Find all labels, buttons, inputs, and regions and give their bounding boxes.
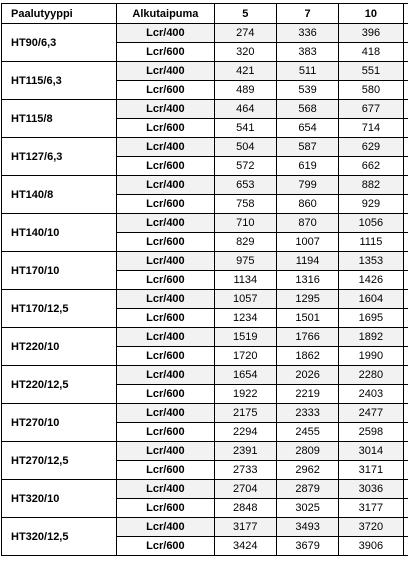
pile-type-cell: HT170/10 <box>2 252 117 290</box>
value-cell: 551 <box>339 62 403 81</box>
value-cell: 3177 <box>214 518 276 537</box>
pile-type-cell: HT320/10 <box>2 480 117 518</box>
value-cell: 1654 <box>214 366 276 385</box>
initial-deflection-cell: Lcr/400 <box>117 404 214 423</box>
cut-off-column-cell <box>403 423 408 442</box>
initial-deflection-cell: Lcr/400 <box>117 328 214 347</box>
value-cell: 418 <box>339 43 403 62</box>
initial-deflection-cell: Lcr/600 <box>117 347 214 366</box>
initial-deflection-cell: Lcr/400 <box>117 252 214 271</box>
value-cell: 2455 <box>276 423 338 442</box>
value-cell: 2175 <box>214 404 276 423</box>
header-paalutyyppi: Paalutyyppi <box>2 4 117 24</box>
table-row <box>2 366 408 385</box>
header-col-10: 10 <box>339 4 403 24</box>
cut-off-column-cell <box>403 366 408 385</box>
value-cell: 2848 <box>214 499 276 518</box>
value-cell: 568 <box>276 100 338 119</box>
cut-off-column-cell <box>403 62 408 81</box>
value-cell: 1057 <box>214 290 276 309</box>
value-cell: 860 <box>276 195 338 214</box>
initial-deflection-cell: Lcr/400 <box>117 290 214 309</box>
cut-off-column-cell <box>403 157 408 176</box>
cut-off-column-cell <box>403 442 408 461</box>
initial-deflection-cell: Lcr/600 <box>117 43 214 62</box>
value-cell: 870 <box>276 214 338 233</box>
value-cell: 2733 <box>214 461 276 480</box>
value-cell: 662 <box>339 157 403 176</box>
value-cell: 3720 <box>339 518 403 537</box>
initial-deflection-cell: Lcr/400 <box>117 176 214 195</box>
cut-off-column-cell <box>403 518 408 537</box>
table-row <box>2 518 408 537</box>
value-cell: 511 <box>276 62 338 81</box>
cut-off-column-cell <box>403 233 408 252</box>
initial-deflection-cell: Lcr/400 <box>117 24 214 43</box>
value-cell: 504 <box>214 138 276 157</box>
value-cell: 539 <box>276 81 338 100</box>
value-cell: 975 <box>214 252 276 271</box>
initial-deflection-cell: Lcr/400 <box>117 442 214 461</box>
cut-off-column-cell <box>403 499 408 518</box>
value-cell: 882 <box>339 176 403 195</box>
cut-off-column-cell <box>403 119 408 138</box>
value-cell: 3171 <box>339 461 403 480</box>
table-row <box>2 442 408 461</box>
value-cell: 758 <box>214 195 276 214</box>
value-cell: 2280 <box>339 366 403 385</box>
pile-type-cell: HT127/6,3 <box>2 138 117 176</box>
initial-deflection-cell: Lcr/600 <box>117 233 214 252</box>
value-cell: 3493 <box>276 518 338 537</box>
value-cell: 1720 <box>214 347 276 366</box>
initial-deflection-cell: Lcr/600 <box>117 499 214 518</box>
initial-deflection-cell: Lcr/400 <box>117 214 214 233</box>
value-cell: 2294 <box>214 423 276 442</box>
pile-type-cell: HT140/10 <box>2 214 117 252</box>
cut-off-column-cell <box>403 290 408 309</box>
pile-capacity-table <box>1 3 408 556</box>
initial-deflection-cell: Lcr/600 <box>117 271 214 290</box>
value-cell: 1316 <box>276 271 338 290</box>
value-cell: 654 <box>276 119 338 138</box>
value-cell: 1007 <box>276 233 338 252</box>
value-cell: 2391 <box>214 442 276 461</box>
initial-deflection-cell: Lcr/400 <box>117 100 214 119</box>
value-cell: 2704 <box>214 480 276 499</box>
cut-off-column-cell <box>403 347 408 366</box>
initial-deflection-cell: Lcr/600 <box>117 81 214 100</box>
table-row <box>2 100 408 119</box>
cut-off-column-cell <box>403 404 408 423</box>
cut-off-column-cell <box>403 195 408 214</box>
value-cell: 3424 <box>214 537 276 556</box>
value-cell: 489 <box>214 81 276 100</box>
value-cell: 1056 <box>339 214 403 233</box>
value-cell: 829 <box>214 233 276 252</box>
value-cell: 421 <box>214 62 276 81</box>
value-cell: 714 <box>339 119 403 138</box>
table-row <box>2 138 408 157</box>
cut-off-column-cell <box>403 81 408 100</box>
pile-type-cell: HT140/8 <box>2 176 117 214</box>
value-cell: 2403 <box>339 385 403 404</box>
table-row <box>2 62 408 81</box>
value-cell: 1234 <box>214 309 276 328</box>
header-col-5: 5 <box>214 4 276 24</box>
value-cell: 1134 <box>214 271 276 290</box>
value-cell: 383 <box>276 43 338 62</box>
table-row <box>2 24 408 43</box>
value-cell: 320 <box>214 43 276 62</box>
pile-type-cell: HT320/12,5 <box>2 518 117 556</box>
pile-type-cell: HT115/6,3 <box>2 62 117 100</box>
value-cell: 336 <box>276 24 338 43</box>
initial-deflection-cell: Lcr/400 <box>117 138 214 157</box>
cut-off-column-cell <box>403 138 408 157</box>
value-cell: 799 <box>276 176 338 195</box>
header-alkutaipuma: Alkutaipuma <box>117 4 214 24</box>
value-cell: 929 <box>339 195 403 214</box>
value-cell: 619 <box>276 157 338 176</box>
initial-deflection-cell: Lcr/600 <box>117 423 214 442</box>
cut-off-column-cell <box>403 4 408 24</box>
pile-type-cell: HT220/12,5 <box>2 366 117 404</box>
table-row <box>2 404 408 423</box>
value-cell: 1922 <box>214 385 276 404</box>
cut-off-column-cell <box>403 480 408 499</box>
value-cell: 710 <box>214 214 276 233</box>
value-cell: 1990 <box>339 347 403 366</box>
value-cell: 3906 <box>339 537 403 556</box>
cut-off-column-cell <box>403 537 408 556</box>
value-cell: 1115 <box>339 233 403 252</box>
header-col-7: 7 <box>276 4 338 24</box>
value-cell: 2219 <box>276 385 338 404</box>
value-cell: 1194 <box>276 252 338 271</box>
value-cell: 1353 <box>339 252 403 271</box>
value-cell: 1295 <box>276 290 338 309</box>
value-cell: 2026 <box>276 366 338 385</box>
value-cell: 2809 <box>276 442 338 461</box>
pile-type-cell: HT90/6,3 <box>2 24 117 62</box>
value-cell: 3036 <box>339 480 403 499</box>
cut-off-column-cell <box>403 252 408 271</box>
initial-deflection-cell: Lcr/600 <box>117 157 214 176</box>
cut-off-column-cell <box>403 385 408 404</box>
value-cell: 677 <box>339 100 403 119</box>
cut-off-column-cell <box>403 100 408 119</box>
cut-off-column-cell <box>403 271 408 290</box>
value-cell: 396 <box>339 24 403 43</box>
value-cell: 1892 <box>339 328 403 347</box>
value-cell: 1695 <box>339 309 403 328</box>
table-row <box>2 328 408 347</box>
value-cell: 1604 <box>339 290 403 309</box>
table-row <box>2 214 408 233</box>
value-cell: 2962 <box>276 461 338 480</box>
value-cell: 2598 <box>339 423 403 442</box>
pile-type-cell: HT270/12,5 <box>2 442 117 480</box>
initial-deflection-cell: Lcr/400 <box>117 366 214 385</box>
initial-deflection-cell: Lcr/400 <box>117 62 214 81</box>
pile-type-cell: HT220/10 <box>2 328 117 366</box>
value-cell: 572 <box>214 157 276 176</box>
cut-off-column-cell <box>403 176 408 195</box>
value-cell: 580 <box>339 81 403 100</box>
table-body <box>2 24 408 556</box>
header-row <box>2 4 408 24</box>
table-row <box>2 176 408 195</box>
table-row <box>2 480 408 499</box>
initial-deflection-cell: Lcr/600 <box>117 385 214 404</box>
cut-off-column-cell <box>403 214 408 233</box>
cut-off-column-cell <box>403 43 408 62</box>
value-cell: 3679 <box>276 537 338 556</box>
value-cell: 1519 <box>214 328 276 347</box>
table-row <box>2 290 408 309</box>
value-cell: 2333 <box>276 404 338 423</box>
pile-type-cell: HT170/12,5 <box>2 290 117 328</box>
cut-off-column-cell <box>403 328 408 347</box>
cut-off-column-cell <box>403 461 408 480</box>
value-cell: 1766 <box>276 328 338 347</box>
cut-off-column-cell <box>403 309 408 328</box>
initial-deflection-cell: Lcr/600 <box>117 195 214 214</box>
initial-deflection-cell: Lcr/400 <box>117 480 214 499</box>
value-cell: 2477 <box>339 404 403 423</box>
value-cell: 629 <box>339 138 403 157</box>
value-cell: 1501 <box>276 309 338 328</box>
value-cell: 1862 <box>276 347 338 366</box>
initial-deflection-cell: Lcr/600 <box>117 309 214 328</box>
value-cell: 587 <box>276 138 338 157</box>
value-cell: 3014 <box>339 442 403 461</box>
value-cell: 653 <box>214 176 276 195</box>
pile-type-cell: HT270/10 <box>2 404 117 442</box>
value-cell: 3025 <box>276 499 338 518</box>
value-cell: 464 <box>214 100 276 119</box>
cut-off-column-cell <box>403 24 408 43</box>
table-row <box>2 252 408 271</box>
initial-deflection-cell: Lcr/600 <box>117 537 214 556</box>
pile-type-cell: HT115/8 <box>2 100 117 138</box>
value-cell: 541 <box>214 119 276 138</box>
value-cell: 2879 <box>276 480 338 499</box>
initial-deflection-cell: Lcr/600 <box>117 461 214 480</box>
initial-deflection-cell: Lcr/400 <box>117 518 214 537</box>
value-cell: 274 <box>214 24 276 43</box>
value-cell: 1426 <box>339 271 403 290</box>
value-cell: 3177 <box>339 499 403 518</box>
initial-deflection-cell: Lcr/600 <box>117 119 214 138</box>
